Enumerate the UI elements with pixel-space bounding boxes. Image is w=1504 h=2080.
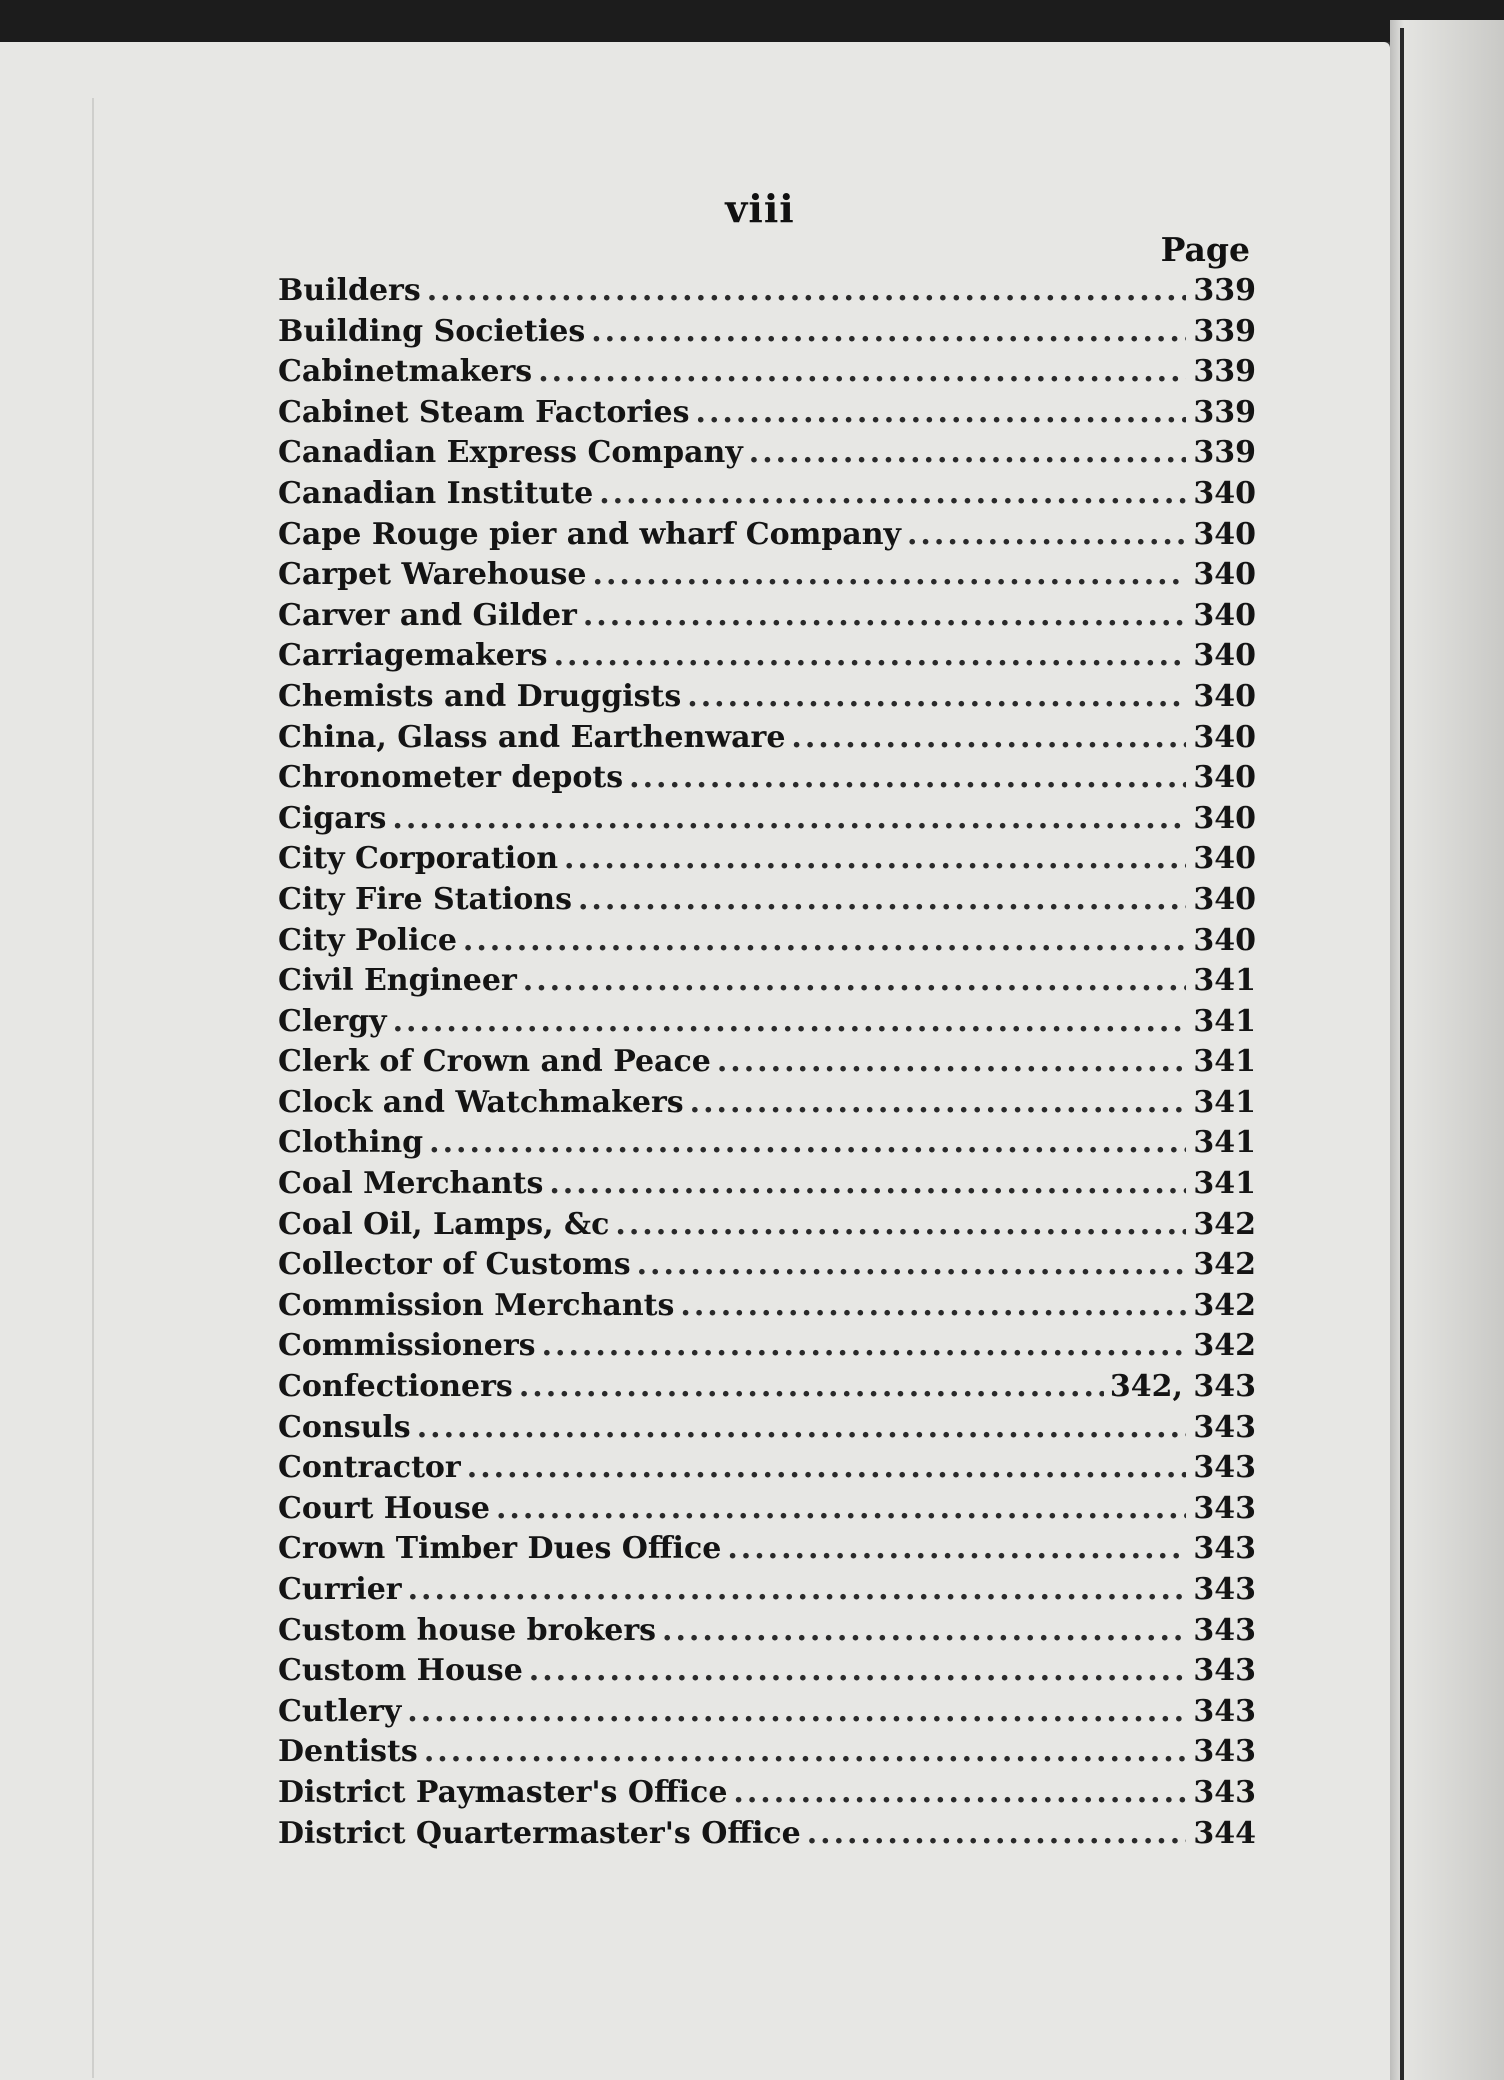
dot-leader xyxy=(615,1205,1186,1246)
dot-leader xyxy=(564,839,1186,880)
scan-top-border xyxy=(0,0,1504,42)
index-entry xyxy=(278,1408,1256,1449)
entry-page-number: 342 xyxy=(1193,1328,1256,1364)
entry-label: Cape Rouge pier and wharf Company xyxy=(278,516,901,552)
index-entry xyxy=(278,1367,1256,1408)
entry-page-number: 340 xyxy=(1193,516,1256,552)
entry-page-number: 339 xyxy=(1193,394,1256,430)
entry-label: City Police xyxy=(278,922,457,958)
dot-leader xyxy=(463,921,1186,962)
index-entry xyxy=(278,596,1256,637)
dot-leader xyxy=(529,1651,1186,1692)
dot-leader xyxy=(629,758,1186,799)
dot-leader xyxy=(523,961,1186,1002)
dot-leader xyxy=(578,880,1186,921)
index-entry xyxy=(278,799,1256,840)
entry-page-number: 340 xyxy=(1193,475,1256,511)
entry-label: City Corporation xyxy=(278,841,559,877)
entry-page-number: 343 xyxy=(1193,1490,1256,1526)
entry-page-number: 340 xyxy=(1193,557,1256,593)
index-entry xyxy=(278,1083,1256,1124)
entry-page-number: 340 xyxy=(1193,922,1256,958)
index-entry xyxy=(278,636,1256,677)
entry-label: Coal Merchants xyxy=(278,1166,544,1202)
entry-label: Confectioners xyxy=(278,1369,513,1405)
entry-page-number: 342 xyxy=(1193,1206,1256,1242)
entry-page-number: 339 xyxy=(1193,313,1256,349)
entry-page-number: 341 xyxy=(1193,963,1256,999)
entry-page-number: 343 xyxy=(1193,1653,1256,1689)
entry-page-number: 343 xyxy=(1193,1572,1256,1607)
index-entry xyxy=(278,1286,1256,1327)
index-entry xyxy=(278,1205,1256,1246)
entry-label: Building Societies xyxy=(278,313,586,349)
entry-page-number: 344 xyxy=(1193,1815,1256,1851)
index-entry xyxy=(278,961,1256,1002)
dot-leader xyxy=(662,1611,1186,1652)
index-entry xyxy=(278,1042,1256,1083)
entry-page-number: 341 xyxy=(1193,1044,1256,1080)
entry-label: Collector of Customs xyxy=(278,1247,631,1283)
index-entry xyxy=(278,312,1256,353)
dot-leader xyxy=(408,1570,1186,1611)
index-entry xyxy=(278,515,1256,556)
index-entry xyxy=(278,271,1256,312)
dot-leader xyxy=(538,352,1186,393)
entry-label: Clergy xyxy=(278,1003,387,1039)
dot-leader xyxy=(599,474,1186,515)
dot-leader xyxy=(393,1002,1186,1043)
index-entry xyxy=(278,1002,1256,1043)
index-entry xyxy=(278,1692,1256,1733)
entry-label: District Quartermaster's Office xyxy=(278,1815,801,1851)
index-entry xyxy=(278,1164,1256,1205)
entry-label: Crown Timber Dues Office xyxy=(278,1531,722,1567)
entry-label: Canadian Express Company xyxy=(278,435,743,471)
index-entry xyxy=(278,1529,1256,1570)
dot-leader xyxy=(496,1489,1186,1530)
dot-leader xyxy=(549,1164,1186,1205)
entry-label: China, Glass and Earthenware xyxy=(278,719,786,755)
index-entry xyxy=(278,352,1256,393)
entry-label: Civil Engineer xyxy=(278,963,517,999)
entry-page-number: 341 xyxy=(1193,1003,1256,1039)
entry-label: District Paymaster's Office xyxy=(278,1774,728,1810)
dot-leader xyxy=(727,1529,1186,1570)
dot-leader xyxy=(554,636,1186,677)
dot-leader xyxy=(427,271,1186,312)
index-entry xyxy=(278,1611,1256,1652)
entry-label: Cigars xyxy=(278,800,387,836)
entry-label: Canadian Institute xyxy=(278,475,594,511)
entry-page-number: 339 xyxy=(1193,354,1256,390)
page-fold-line xyxy=(92,98,94,2078)
dot-leader xyxy=(791,718,1186,759)
adjacent-page-edge xyxy=(1390,20,1504,2080)
dot-leader xyxy=(583,596,1186,637)
entry-label: Carver and Gilder xyxy=(278,597,577,633)
index-entry-list xyxy=(278,271,1256,1854)
entry-label: Coal Oil, Lamps, &c xyxy=(278,1206,610,1242)
entry-page-number: 340 xyxy=(1193,881,1256,917)
index-entry xyxy=(278,555,1256,596)
dot-leader xyxy=(696,393,1186,434)
entry-label: Cutlery xyxy=(278,1693,402,1729)
entry-page-number: 343 xyxy=(1193,1612,1256,1648)
entry-label: Custom House xyxy=(278,1653,523,1689)
dot-leader xyxy=(717,1042,1186,1083)
entry-label: Cabinet Steam Factories xyxy=(278,394,690,430)
entry-page-number: 343 xyxy=(1193,1409,1256,1445)
entry-label: Chronometer depots xyxy=(278,760,624,796)
entry-page-number: 340 xyxy=(1193,719,1256,755)
index-entry xyxy=(278,1570,1256,1611)
index-entry xyxy=(278,1448,1256,1489)
entry-page-number: 339 xyxy=(1193,435,1256,471)
index-entry xyxy=(278,1773,1256,1814)
dot-leader xyxy=(690,1083,1186,1124)
index-entry xyxy=(278,758,1256,799)
entry-label: Builders xyxy=(278,273,421,308)
dot-leader xyxy=(637,1245,1186,1286)
entry-label: Commission Merchants xyxy=(278,1287,675,1323)
entry-label: Commissioners xyxy=(278,1328,536,1364)
page-number: viii xyxy=(725,186,795,231)
dot-leader xyxy=(733,1773,1186,1814)
entry-page-number: 342 xyxy=(1193,1247,1256,1283)
entry-page-number: 343 xyxy=(1193,1693,1256,1729)
dot-leader xyxy=(687,677,1186,718)
dot-leader xyxy=(749,433,1186,474)
entry-page-number: 340 xyxy=(1193,841,1256,877)
dot-leader xyxy=(424,1732,1186,1773)
index-entry xyxy=(278,880,1256,921)
index-entry xyxy=(278,677,1256,718)
dot-leader xyxy=(680,1286,1186,1327)
dot-leader xyxy=(907,515,1186,556)
entry-label: Carriagemakers xyxy=(278,638,548,674)
page-column-header: Page xyxy=(1160,230,1250,269)
entry-label: Custom house brokers xyxy=(278,1612,657,1648)
entry-page-number: 343 xyxy=(1193,1450,1256,1486)
dot-leader xyxy=(467,1448,1186,1489)
dot-leader xyxy=(519,1367,1104,1408)
entry-label: Chemists and Druggists xyxy=(278,678,682,714)
index-entry xyxy=(278,1651,1256,1692)
entry-page-number: 343 xyxy=(1193,1531,1256,1567)
entry-label: Clock and Watchmakers xyxy=(278,1084,684,1120)
entry-page-number: 343 xyxy=(1193,1734,1256,1770)
binding-edge-line xyxy=(1400,28,1404,2080)
index-entry xyxy=(278,839,1256,880)
entry-page-number: 340 xyxy=(1193,678,1256,714)
entry-page-number: 343 xyxy=(1193,1774,1256,1810)
entry-page-number: 341 xyxy=(1193,1125,1256,1161)
entry-page-number: 340 xyxy=(1193,597,1256,633)
index-entry xyxy=(278,1732,1256,1773)
entry-page-number: 340 xyxy=(1193,760,1256,796)
entry-label: Contractor xyxy=(278,1450,461,1486)
dot-leader xyxy=(593,555,1186,596)
entry-label: City Fire Stations xyxy=(278,881,572,917)
entry-label: Clothing xyxy=(278,1125,424,1161)
dot-leader xyxy=(542,1326,1186,1367)
index-entry xyxy=(278,718,1256,759)
dot-leader xyxy=(591,312,1186,353)
entry-label: Currier xyxy=(278,1572,402,1607)
index-entry xyxy=(278,1123,1256,1164)
entry-page-number: 342, 343 xyxy=(1109,1369,1256,1405)
dot-leader xyxy=(417,1408,1186,1449)
entry-page-number: 341 xyxy=(1193,1084,1256,1120)
dot-leader xyxy=(407,1692,1186,1733)
entry-page-number: 341 xyxy=(1193,1166,1256,1202)
index-entry xyxy=(278,474,1256,515)
index-entry xyxy=(278,1814,1256,1855)
entry-label: Clerk of Crown and Peace xyxy=(278,1044,711,1080)
index-entry xyxy=(278,1489,1256,1530)
entry-label: Dentists xyxy=(278,1734,418,1770)
dot-leader xyxy=(807,1814,1186,1855)
dot-leader xyxy=(429,1123,1186,1164)
index-entry xyxy=(278,1326,1256,1367)
index-entry xyxy=(278,921,1256,962)
index-entry xyxy=(278,393,1256,434)
entry-label: Cabinetmakers xyxy=(278,354,533,390)
entry-page-number: 339 xyxy=(1193,273,1256,308)
entry-page-number: 342 xyxy=(1193,1287,1256,1323)
entry-page-number: 340 xyxy=(1193,638,1256,674)
entry-label: Carpet Warehouse xyxy=(278,557,587,593)
index-entry xyxy=(278,433,1256,474)
index-entry xyxy=(278,1245,1256,1286)
entry-page-number: 340 xyxy=(1193,800,1256,836)
entry-label: Court House xyxy=(278,1490,490,1526)
entry-label: Consuls xyxy=(278,1409,411,1445)
dot-leader xyxy=(392,799,1186,840)
